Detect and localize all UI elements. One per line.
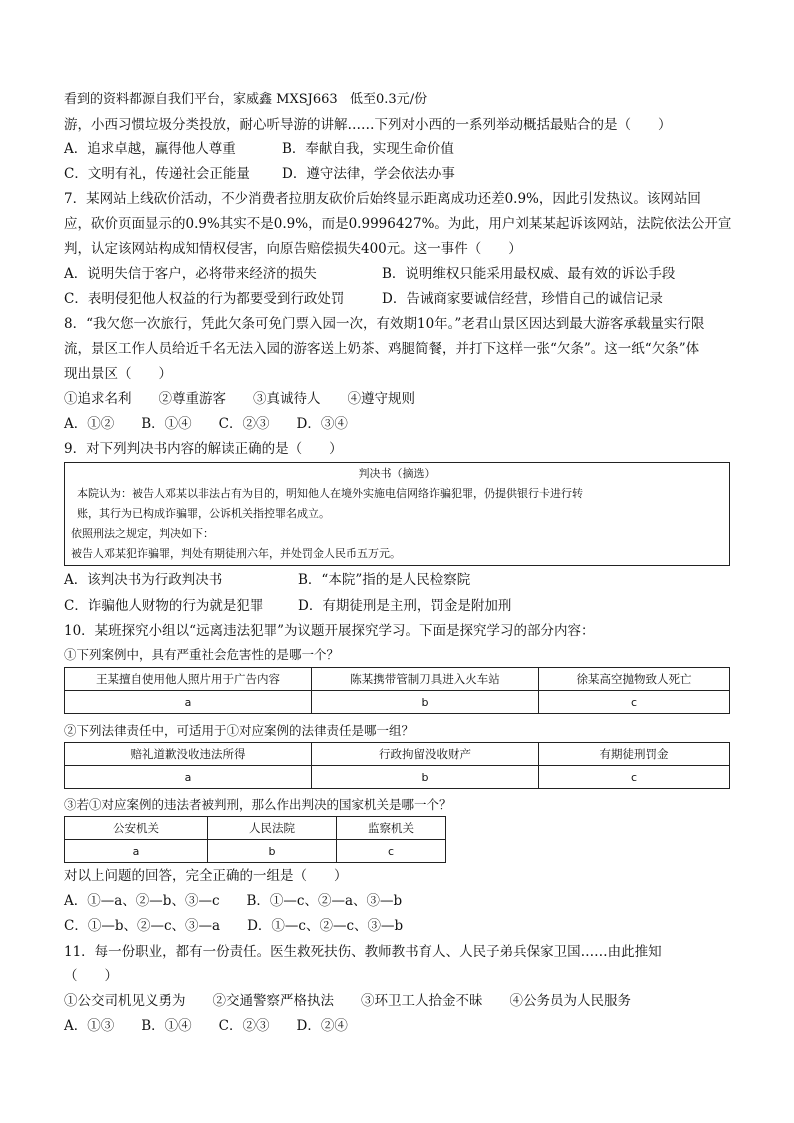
source-header: 看到的资料都源自我们平台，家威鑫 MXSJ663 低至0.3元/份 [64, 92, 428, 107]
judgment-line: 本院认为：被告人邓某以非法占有为目的，明知他人在境外实施电信网络诈骗犯罪，仍提供银行卡进行转 [77, 487, 583, 500]
q10-sub2: ②下列法律责任中，可适用于①对应案例的法律责任是哪一组？ [64, 723, 415, 738]
authority-header: 人民法院 [208, 817, 337, 840]
q9-option-a: A．该判决书为行政判决书 [64, 572, 223, 588]
judgment-line: 账，其行为已构成诈骗罪，公诉机关指控罪名成立。 [77, 507, 330, 520]
q10-options-ab: A．①—a、②—b、③—c B．①—c、②—a、③—b [64, 893, 403, 909]
q11-stem: 11．每一份职业，都有一份责任。医生救死扶伤、教师教书育人、人民子弟兵保家卫国……由此推知 [64, 944, 662, 960]
q10-options-cd: C．①—b、②—c、③—a D．①—c、②—c、③—b [64, 918, 404, 934]
q8-stem-line1: 8．“我欠您一次旅行，凭此欠条可免门票入园一次，有效期10年。”老君山景区因达到最大游客承载量实行限 [64, 316, 705, 332]
judgment-line: 依照刑法之规定，判决如下： [71, 527, 214, 540]
q9-option-c: C．诈骗他人财物的行为就是犯罪 [64, 598, 264, 614]
liability-value: b [312, 766, 539, 789]
liability-table [64, 742, 730, 789]
q8-options: A．①② B．①④ C．②③ D．③④ [64, 416, 348, 432]
q6-option-a: A．追求卓越，赢得他人尊重 [64, 141, 236, 157]
liability-header: 赔礼道歉没收违法所得 [65, 743, 312, 766]
q7-stem-line3: 判，认定该网站构成知情权侵害，向原告赔偿损失400元。这一事件（ ） [64, 241, 522, 257]
q10-sub3: ③若①对应案例的违法者被判刑，那么作出判决的国家机关是哪一个？ [64, 797, 452, 812]
q10-stem: 10．某班探究小组以“远离违法犯罪”为议题开展探究学习。下面是探究学习的部分内容： [64, 623, 595, 639]
q6-option-d: D．遵守法律，学会依法办事 [282, 166, 455, 182]
judgment-box [64, 462, 730, 566]
q10-sub1: ①下列案例中，具有严重社会危害性的是哪一个？ [64, 647, 340, 662]
case-table [64, 667, 730, 714]
q6-option-b: B．奉献自我，实现生命价值 [282, 141, 454, 157]
authority-table [64, 816, 446, 863]
q8-stem-line2: 流，景区工作人员给近千名无法入园的游客送上奶茶、鸡腿简餐，并打下这样一张“欠条”。这一纸“欠条”体 [64, 341, 700, 357]
q11-items: ①公交司机见义勇为 ②交通警察严格执法 ③环卫工人拾金不昧 ④公务员为人民服务 [64, 993, 631, 1009]
case-header: 王某擅自使用他人照片用于广告内容 [65, 668, 312, 691]
case-value: b [312, 691, 539, 714]
liability-header: 行政拘留没收财产 [312, 743, 539, 766]
q7-option-c: C．表明侵犯他人权益的行为都要受到行政处罚 [64, 291, 345, 307]
authority-value: a [65, 840, 208, 863]
case-header: 徐某高空抛物致人死亡 [539, 668, 730, 691]
q9-stem: 9．对下列判决书内容的解读正确的是（ ） [64, 441, 343, 457]
authority-header: 公安机关 [65, 817, 208, 840]
liability-header: 有期徒刑罚金 [539, 743, 730, 766]
q10-ask: 对以上问题的回答，完全正确的一组是（ ） [64, 868, 348, 884]
q9-option-d: D．有期徒刑是主刑，罚金是附加刑 [298, 598, 512, 614]
liability-value: c [539, 766, 730, 789]
q11-paren: （ ） [64, 968, 118, 984]
q11-options: A．①③ B．①④ C．②③ D．②④ [64, 1018, 348, 1034]
q9-option-b: B．“本院”指的是人民检察院 [298, 572, 471, 588]
liability-value: a [65, 766, 312, 789]
q7-option-a: A．说明失信于客户，必将带来经济的损失 [64, 266, 317, 282]
judgment-line: 被告人邓某犯诈骗罪，判处有期徒刑六年，并处罚金人民币五万元。 [71, 547, 401, 560]
case-header: 陈某携带管制刀具进入火车站 [312, 668, 539, 691]
authority-value: b [208, 840, 337, 863]
q7-stem-line1: 7．某网站上线砍价活动，不少消费者拉朋友砍价后始终显示距离成功还差0.9%，因此引发热议。该网站回 [64, 191, 701, 207]
case-value: a [65, 691, 312, 714]
q7-option-b: B．说明维权只能采用最权威、最有效的诉讼手段 [382, 266, 676, 282]
q7-stem-line2: 应，砍价页面显示的0.9%其实不是0.9%，而是0.9996427%。为此，用户刘某某起诉该网站，法院依法公开宣 [64, 216, 732, 232]
q6-option-c: C．文明有礼，传递社会正能量 [64, 166, 250, 182]
q8-items: ①追求名利 ②尊重游客 ③真诚待人 ④遵守规则 [64, 391, 415, 407]
q7-option-d: D．告诫商家要诚信经营，珍惜自己的诚信记录 [382, 291, 663, 307]
judgment-title: 判决书（摘选） [358, 467, 436, 480]
case-value: c [539, 691, 730, 714]
q6-stem: 游，小西习惯垃圾分类投放，耐心听导游的讲解……下列对小西的一系列举动概括最贴合的是（ ） [64, 117, 672, 133]
q8-stem-line3: 现出景区（ ） [64, 366, 172, 382]
authority-value: c [337, 840, 446, 863]
authority-header: 监察机关 [337, 817, 446, 840]
